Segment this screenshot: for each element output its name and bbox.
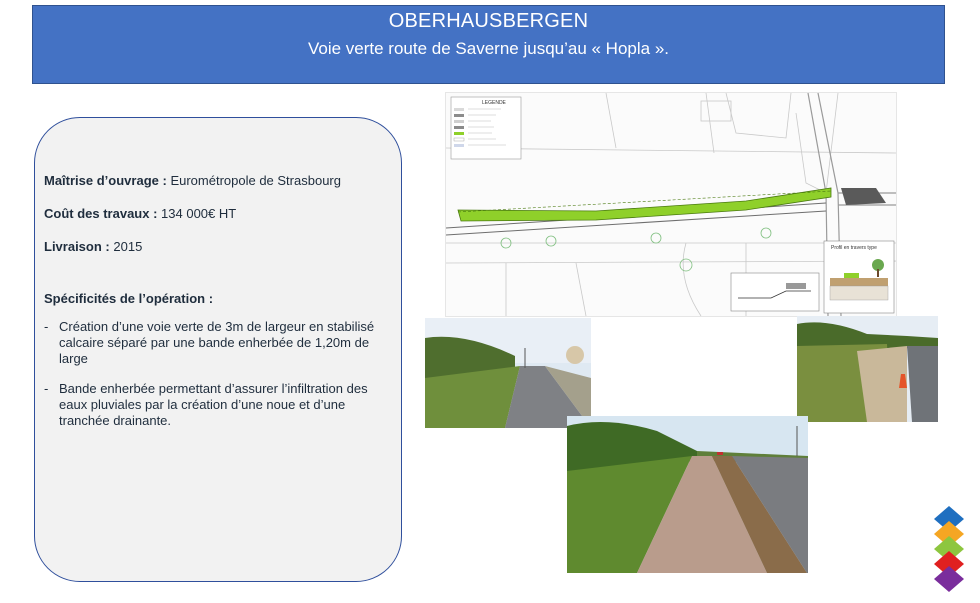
owner-label: Maîtrise d’ouvrage :: [44, 173, 167, 188]
legend-title: LEGENDE: [482, 100, 506, 106]
cross-section-title: Profil en travers type: [831, 245, 877, 251]
site-plan-drawing: [446, 93, 896, 316]
header-banner: [32, 5, 945, 84]
detail-inset: [731, 273, 819, 311]
info-content: [44, 173, 399, 443]
spec-item-text: Bande enherbée permettant d’assurer l’infiltration des eaux pluviales par la création d’une noue et d’une tranchée drainante.: [59, 381, 368, 428]
site-plan-image: [445, 92, 897, 317]
spec-item: [44, 319, 399, 367]
delivery-row: [44, 239, 399, 255]
owner-value: Eurométropole de Strasbourg: [170, 173, 341, 188]
brand-logo: [925, 505, 973, 597]
cross-section-inset: [824, 241, 894, 313]
site-photo-road: [425, 318, 591, 428]
plan-legend: [451, 97, 521, 159]
spec-item-text: Création d’une voie verte de 3m de largeur en stabilisé calcaire séparé par une bande enherbée de 1,20m de large: [59, 319, 375, 366]
cost-row: [44, 206, 399, 222]
cost-value: 134 000€ HT: [161, 206, 237, 221]
photo-greenway-scene: [567, 416, 808, 573]
logo-diamond: [934, 566, 964, 592]
cost-label: Coût des travaux :: [44, 206, 158, 221]
bullet-dash: -: [44, 319, 49, 334]
bullet-dash: -: [44, 381, 49, 396]
photo-road-scene: [425, 318, 591, 428]
delivery-value: 2015: [113, 239, 143, 254]
page-subtitle: Voie verte route de Saverne jusqu’au « Hopla ».: [307, 39, 670, 58]
logo-diamonds: [925, 505, 973, 597]
owner-row: [44, 173, 399, 189]
site-photo-greenway: [567, 416, 808, 573]
specs-title: Spécificités de l’opération :: [44, 291, 214, 306]
photo-works-scene: [797, 316, 938, 422]
delivery-label: Livraison :: [44, 239, 110, 254]
site-photo-works: [797, 316, 938, 422]
page-title: OBERHAUSBERGEN: [388, 10, 589, 32]
spec-item: [44, 381, 399, 429]
